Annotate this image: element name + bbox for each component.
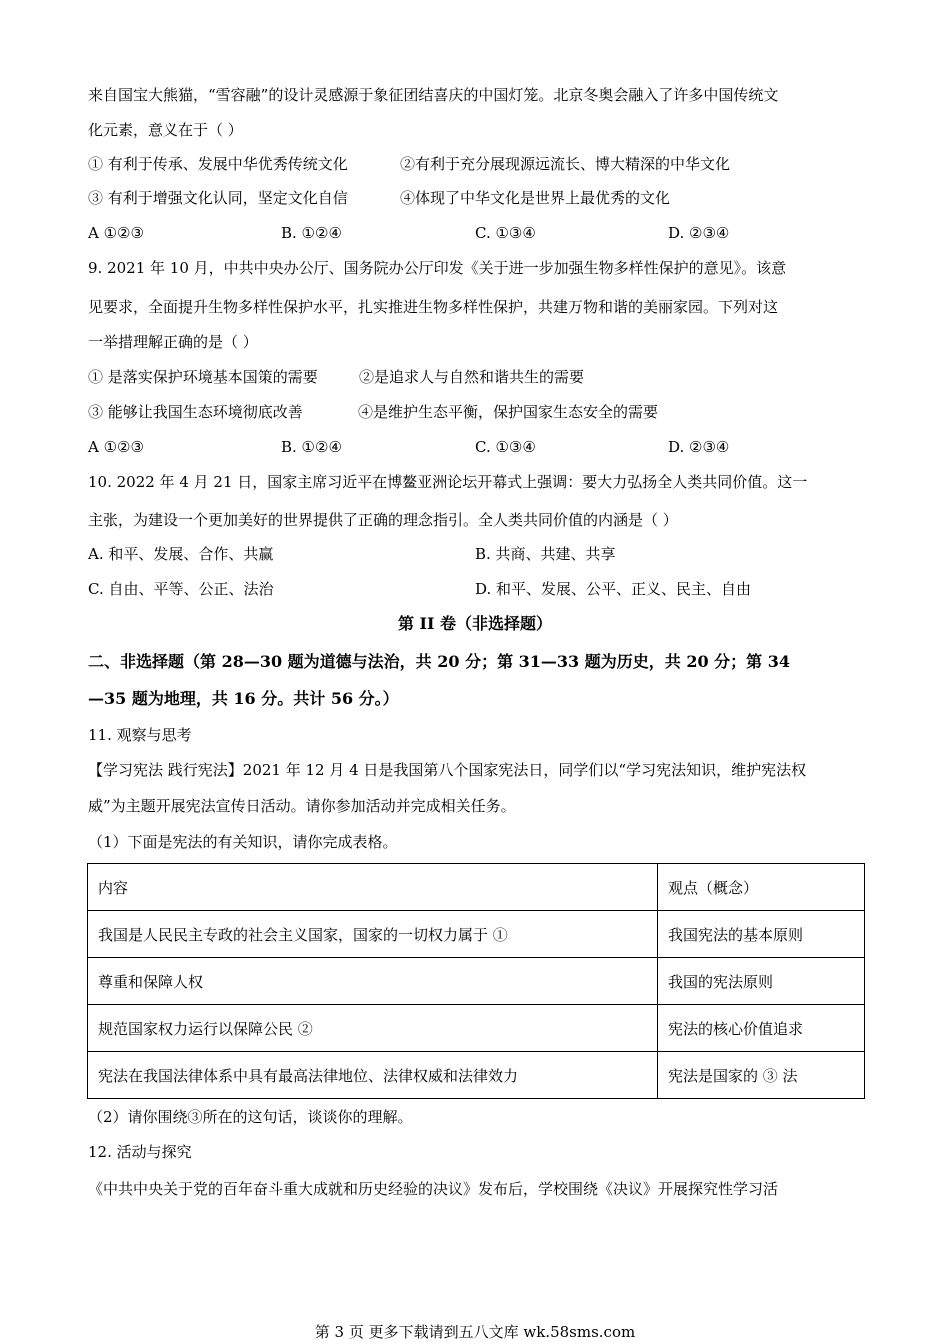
q9-statement-1: ① 是落实保护环境基本国策的需要 [88,368,318,386]
q9-option-c: C. ①③④ [475,438,536,456]
q8-statement-2: ②有利于充分展现源远流长、博大精深的中华文化 [400,155,731,173]
q8-statement-4: ④体现了中华文化是世界上最优秀的文化 [400,189,671,207]
q8-option-a: A ①②③ [88,224,144,242]
table-row [88,911,865,958]
table-row [88,958,865,1005]
q11-intro-line2: 威”为主题开展宪法宣传日活动。请你参加活动并完成相关任务。 [88,797,516,815]
q11-intro-line1: 【学习宪法 践行宪法】2021 年 12 月 4 日是我国第八个国家宪法日，同学们以“学习宪法知识，维护宪法权 [88,761,807,779]
table-cell: 宪法在我国法律体系中具有最高法律地位、法律权威和法律效力 [88,1052,658,1099]
q12-line1: 《中共中央关于党的百年奋斗重大成就和历史经验的决议》发布后，学校围绕《决议》开展探究性学习活 [88,1180,779,1198]
table-cell: 我国是人民民主专政的社会主义国家，国家的一切权力属于 ① [88,911,658,958]
q8-option-c: C. ①③④ [475,224,536,242]
table-header-row [88,864,865,911]
q9-statement-3: ③ 能够让我国生态环境彻底改善 [88,403,303,421]
table-header-concept: 观点（概念） [658,864,865,911]
table-header-content: 内容 [88,864,658,911]
constitution-table [87,863,865,1099]
q10-option-d: D. 和平、发展、公平、正义、民主、自由 [475,580,752,598]
q9-line1: 9. 2021 年 10 月，中共中央办公厅、国务院办公厅印发《关于进一步加强生物多样性保护的意见》。该意 [88,259,787,277]
q9-line3: 一举措理解正确的是（ ） [88,333,258,351]
q10-option-b: B. 共商、共建、共享 [475,545,616,563]
q11-sub1: （1）下面是宪法的有关知识，请你完成表格。 [88,833,398,851]
table-cell: 规范国家权力运行以保障公民 ② [88,1005,658,1052]
q9-line2: 见要求，全面提升生物多样性保护水平，扎实推进生物多样性保护，共建万物和谐的美丽家园。下列对这 [88,298,779,316]
q11-title: 11. 观察与思考 [88,726,192,744]
q10-option-a: A. 和平、发展、合作、共赢 [88,545,274,563]
q11-sub2: （2）请你围绕③所在的这句话，谈谈你的理解。 [88,1108,413,1126]
q8-line2: 化元素，意义在于（ ） [88,121,243,139]
table-cell: 宪法是国家的 ③ 法 [658,1052,865,1099]
table-cell: 宪法的核心价值追求 [658,1005,865,1052]
table-row [88,1005,865,1052]
q9-option-b: B. ①②④ [281,438,342,456]
table-cell: 尊重和保障人权 [88,958,658,1005]
q9-option-a: A ①②③ [88,438,144,456]
table-row [88,1052,865,1099]
q10-line1: 10. 2022 年 4 月 21 日，国家主席习近平在博鳌亚洲论坛开幕式上强调：要大力弘扬全人类共同价值。这一 [88,473,808,491]
q8-statement-3: ③ 有利于增强文化认同，坚定文化自信 [88,189,348,207]
table-cell: 我国的宪法原则 [658,958,865,1005]
part2-heading-line1: 二、非选择题（第 28—30 题为道德与法治，共 20 分；第 31—33 题为历史，共 20 分；第 34 [88,652,790,671]
q9-statement-2: ②是追求人与自然和谐共生的需要 [359,368,585,386]
q9-option-d: D. ②③④ [668,438,730,456]
q12-title: 12. 活动与探究 [88,1143,192,1161]
part2-heading-line2: —35 题为地理，共 16 分。共计 56 分。） [88,689,399,708]
q10-option-c: C. 自由、平等、公正、法治 [88,580,274,598]
q10-line2: 主张，为建设一个更加美好的世界提供了正确的理念指引。全人类共同价值的内涵是（ ） [88,511,678,529]
q9-statement-4: ④是维护生态平衡，保护国家生态安全的需要 [358,403,659,421]
page-footer: 第 3 页 更多下载请到五八文库 wk.58sms.com [314,1323,636,1341]
table-cell: 我国宪法的基本原则 [658,911,865,958]
q8-statement-1: ① 有利于传承、发展中华优秀传统文化 [88,155,348,173]
q8-option-d: D. ②③④ [668,224,730,242]
q8-option-b: B. ①②④ [281,224,342,242]
q8-line1: 来自国宝大熊猫，“雪容融”的设计灵感源于象征团结喜庆的中国灯笼。北京冬奥会融入了许多中国传统文 [88,86,779,104]
part2-title: 第 II 卷（非选择题） [397,614,553,633]
